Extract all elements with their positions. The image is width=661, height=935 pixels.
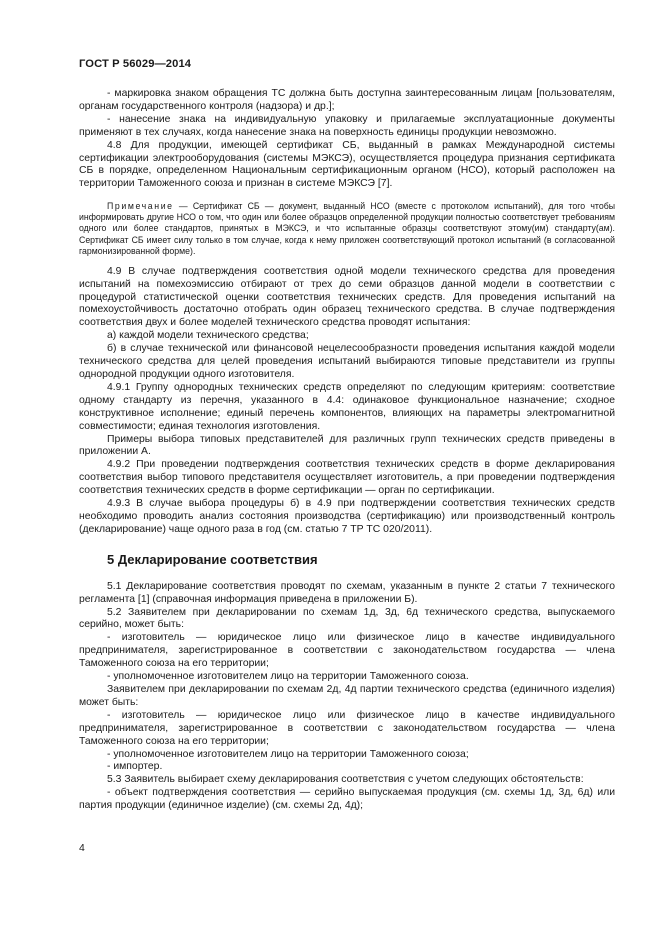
paragraph: 4.8 Для продукции, имеющей сертификат СБ, выданный в рамках Международной системы сертификации электрооборудования (системы МЭКСЭ), осуществляется процедура признания сертификата СБ в порядке, определенном Национальным сертификационным органом (НСО), который расположен на территории Таможенного союза и признан в системе МЭКСЭ [7]. xyxy=(79,139,615,190)
list-item: - изготовитель — юридическое лицо или физическое лицо в качестве индивидуального предпринимателя, зарегистрированное в соответствии с законодательством государства — члена Таможенного союза на его территории; xyxy=(79,709,615,747)
list-item: - импортер. xyxy=(107,761,163,773)
paragraph: 4.9.1 Группу однородных технических средств определяют по следующим критериям: соответствие одному стандарту из перечня, указанного в 4.4: одинаковое функциональное назначение; сходное конструктивное исполнение; единый перечень компонентов, влияющих на параметры электромагнитной совместимости; единая технология изготовления. xyxy=(79,381,615,432)
note-text: — Сертификат СБ — документ, выданный НСО (вместе с протоколом испытаний), для того чтобы информировать другие НСО о том, что один или более образцов определенной продукции полностью соответствует требованиям одного или более стандартов, принятых в МЭКСЭ, и что испытанные образцы соответствуют этому(им) стандарту(ам). Сертификат СБ имеет силу только в том случае, когда к нему приложен соответствующий протокол испытаний (в согласованной гармонизированной форме). xyxy=(79,201,615,256)
paragraph: Заявителем при декларировании по схемам 2д, 4д партии технического средства (единичного изделия) может быть: xyxy=(79,684,615,708)
paragraph: Примеры выбора типовых представителей для различных групп технических средств приведены в приложении А. xyxy=(79,433,615,458)
document-body xyxy=(79,88,615,813)
list-item: а) каждой модели технического средства; xyxy=(107,330,309,342)
list-item: - уполномоченное изготовителем лицо на территории Таможенного союза; xyxy=(107,748,469,760)
page-number: 4 xyxy=(79,843,85,854)
paragraph: - нанесение знака на индивидуальную упаковку и прилагаемые эксплуатационные документы применяют в тех случаях, когда нанесение знака на поверхность единицы продукции невозможно. xyxy=(79,113,615,138)
paragraph: 4.9 В случае подтверждения соответствия одной модели технического средства для проведения испытаний на помехоэмиссию отбирают от трех до семи образцов данной модели в соответствии с процедурой статистической оценки соответствия технических средств. Для проведения испытаний на помехоустойчивость достаточно отобрать один образец технического средства. В случае подтверждения соответствия двух и более моделей технического средства проводят испытания: xyxy=(79,265,615,329)
list-item: - изготовитель — юридическое лицо или физическое лицо в качестве индивидуального предпринимателя, зарегистрированное в соответствии с законодательством государства — члена Таможенного союза на его территории; xyxy=(79,632,615,670)
list-item: - объект подтверждения соответствия — серийно выпускаемая продукция (см. схемы 1д, 3д, 6д) или партия продукции (единичное изделие) (см. схемы 2д, 4д); xyxy=(79,787,615,812)
paragraph: 4.9.2 При проведении подтверждения соответствия технических средств в форме декларирования соответствия выбор типового представителя осуществляет изготовитель, а при проведении подтверждения соответствия технических средств в форме сертификации — орган по сертификации. xyxy=(79,459,615,497)
list-item: - уполномоченное изготовителем лицо на территории Таможенного союза. xyxy=(107,671,469,683)
note-label: Примечание xyxy=(107,201,174,212)
paragraph: - маркировка знаком обращения ТС должна быть доступна заинтересованным лицам [пользователям, органам государственного контроля (надзора) и др.]; xyxy=(79,88,615,112)
paragraph: 5.2 Заявителем при декларировании по схемам 1д, 3д, 6д технического средства, выпускаемого серийно, может быть: xyxy=(79,606,615,631)
document-header: ГОСТ Р 56029—2014 xyxy=(79,58,192,70)
note-paragraph xyxy=(79,201,615,256)
section-heading: 5 Декларирование соответствия xyxy=(107,551,318,567)
paragraph: 5.3 Заявитель выбирает схему декларирования соответствия с учетом следующих обстоятельств: xyxy=(107,774,584,786)
list-item: б) в случае технической или финансовой нецелесообразности проведения испытания каждой модели технического средства для целей проведения испытаний выбираются типовые представители из группы однородной продукции одного изготовителя. xyxy=(79,343,615,380)
paragraph: 4.9.3 В случае выбора процедуры б) в 4.9 при подтверждении соответствия технических средств необходимо проводить анализ состояния производства (сертификацию) или производственный контроль (декларирование) чаще одного раза в год (см. статью 7 ТР ТС 020/2011). xyxy=(79,498,615,535)
paragraph: 5.1 Декларирование соответствия проводят по схемам, указанным в пункте 2 статьи 7 технического регламента [1] (справочная информация приведена в приложении Б). xyxy=(79,580,615,605)
